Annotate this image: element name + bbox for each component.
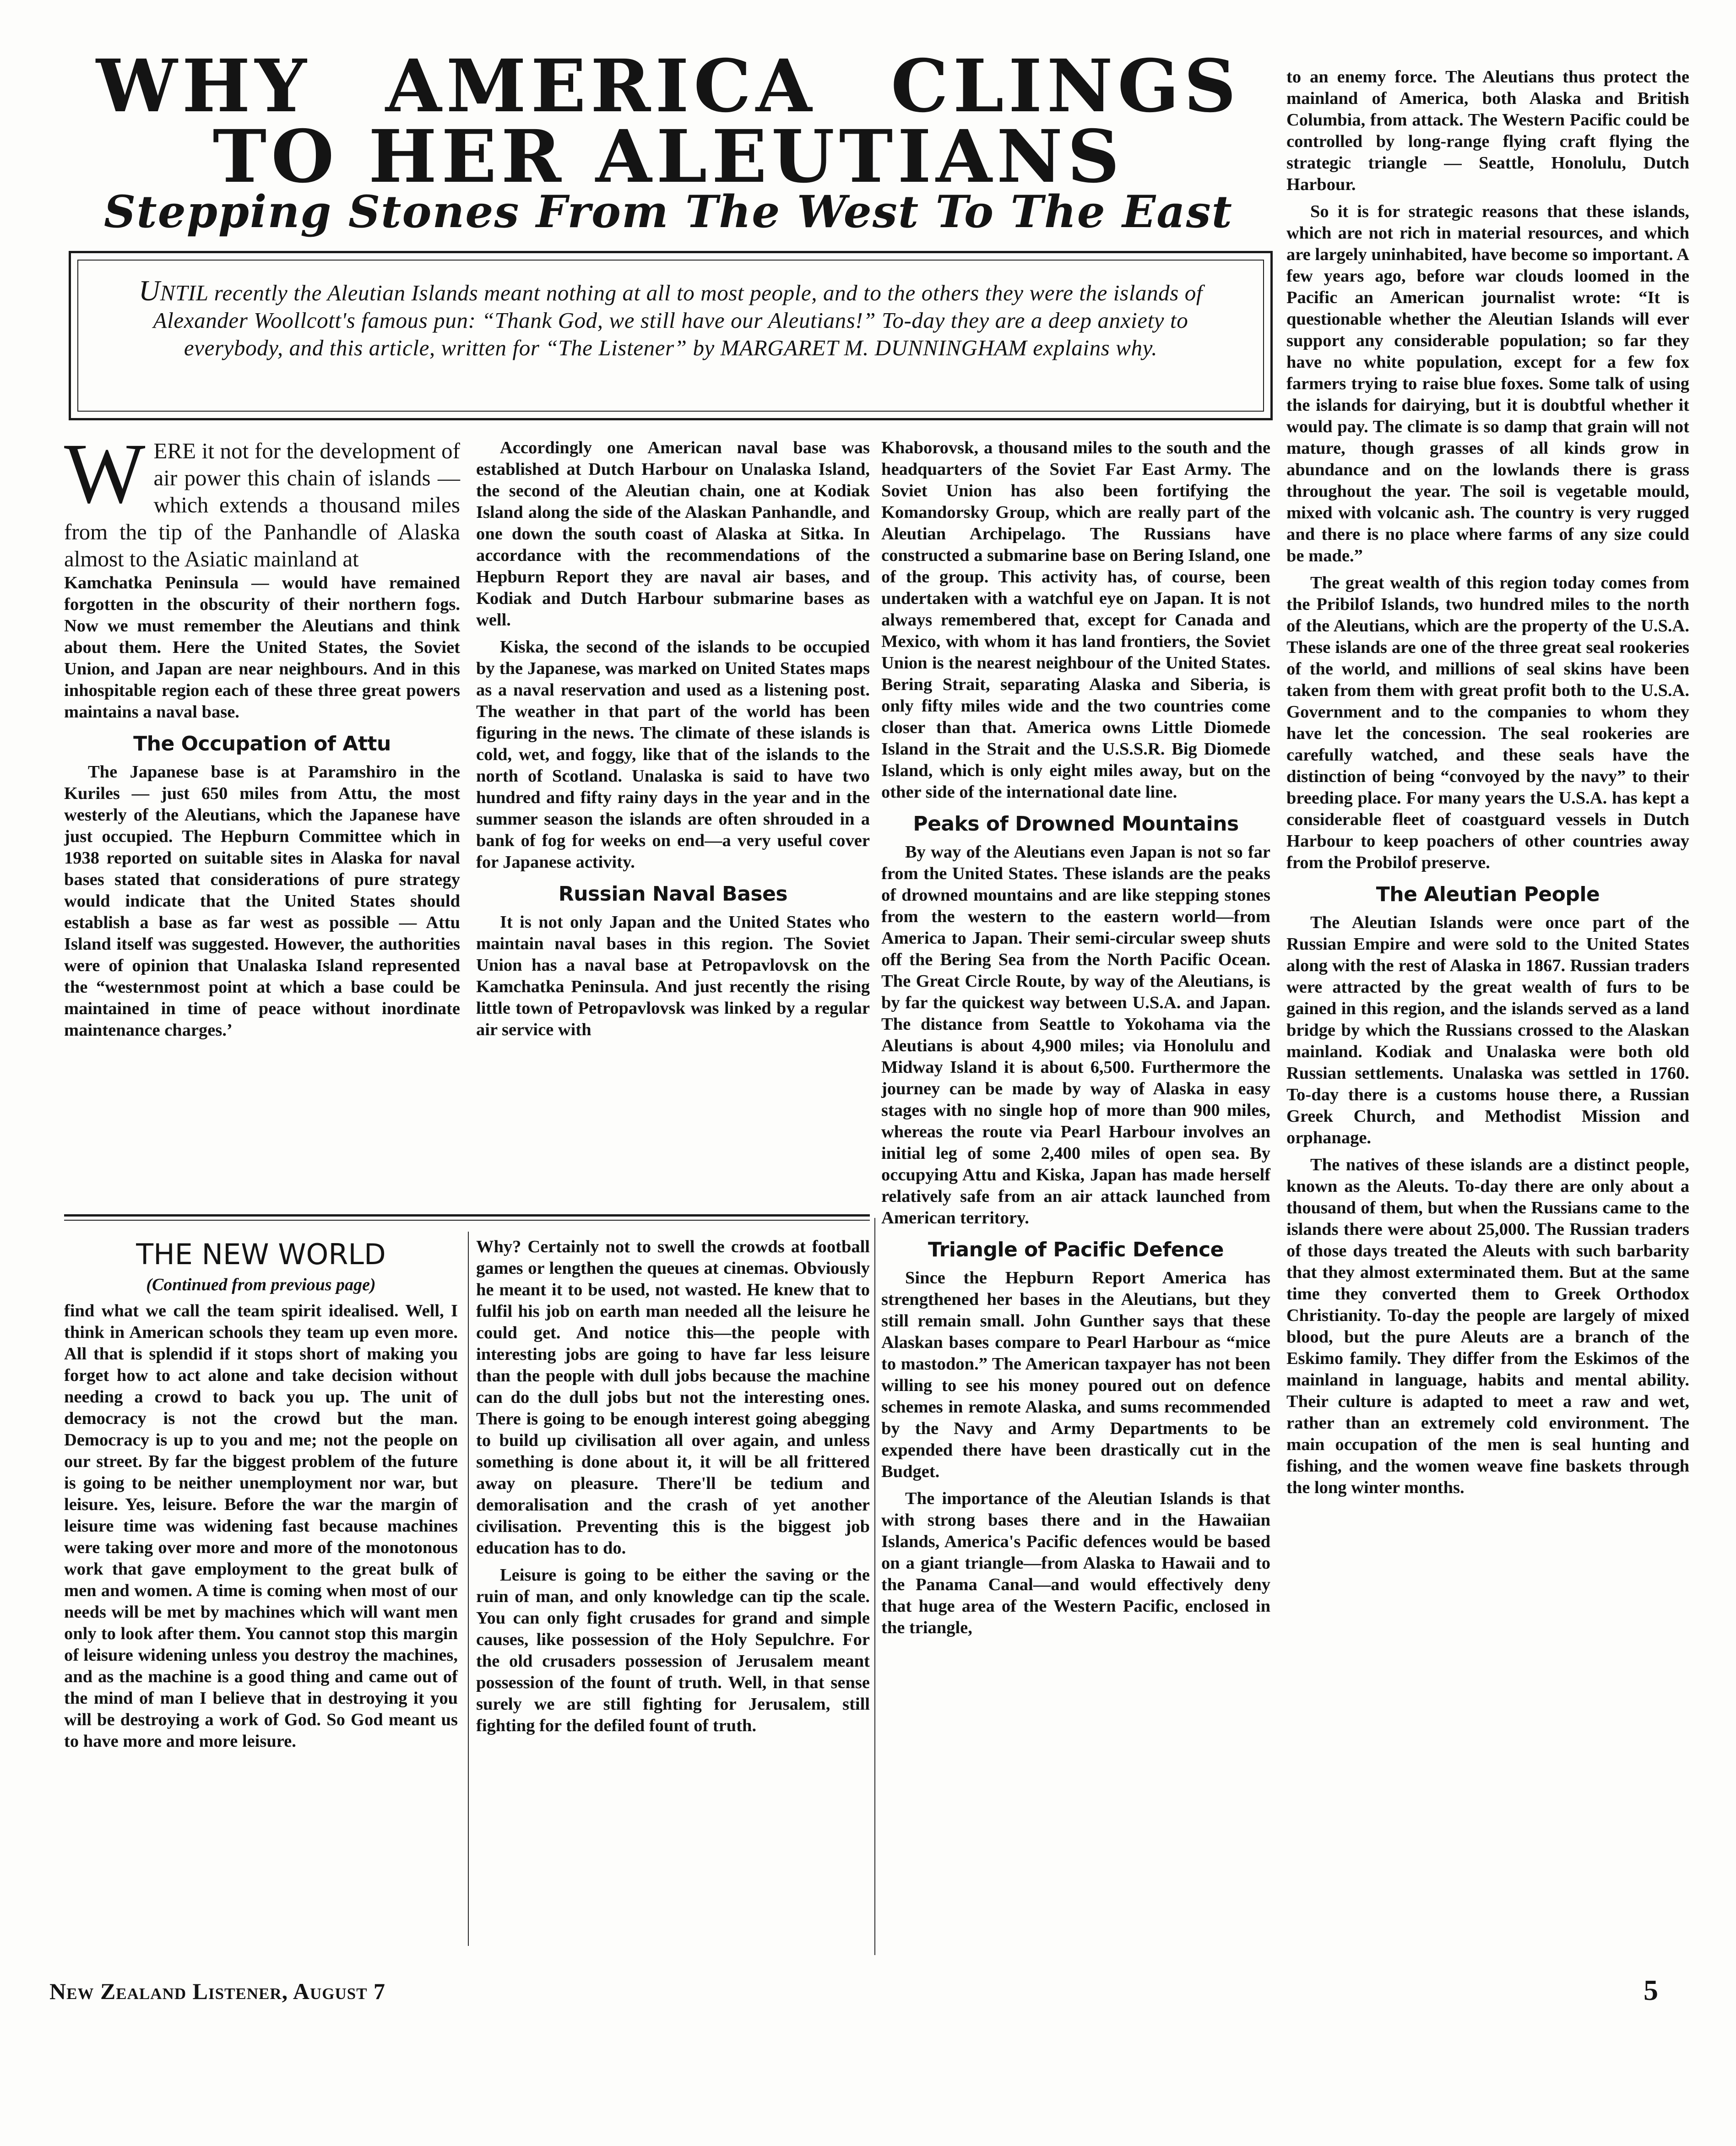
paragraph: The natives of these islands are a distinct people, known as the Aleuts. To-day there are only about a thousand of them, but when the Russians came to the islands there were about 25,000. The Russian traders of those days treated the Aleuts with such barbarity that they almost exterminated them. But at the same time they converted them to Greek Orthodox Christianity. To-day the people are largely of mixed blood, but the pure Aleuts are a branch of the Eskimo family. They differ from the Eskimos of the mainland in language, habits and mental ability. Their culture is adapted to meet a raw and wet, rather than an extremely cold environment. The main occupation of the men is seal hunting and fishing, and the women weave fine baskets through the long winter months. <box>1286 1155 1689 1497</box>
subhead-peaks: Peaks of Drowned Mountains <box>913 812 1239 836</box>
paragraph: By way of the Aleutians even Japan is not so far from the United States. These islands are the peaks of drowned mountains and are like stepping stones from the western to the eastern world—from America to Japan. Their semi-circular sweep shuts off the Bering Sea from the North Pacific Ocean. The Great Circle Route, by way of the Aleutians, is by far the quickest way between U.S.A. and Japan. The distance from Seattle to Yokohama via the Aleutians is about 4,900 miles; via Honolulu and Midway Island it is about 6,500. Furthermore the journey can be made by way of Alaska in easy stages with no single hop of more than 900 miles, whereas the route via Pearl Harbour involves an initial leg of some 2,400 miles of open sea. By occupying Attu and Kiska, Japan has made herself relatively safe from an air attack launched from American territory. <box>881 842 1270 1228</box>
page-number: 5 <box>1644 1974 1658 2006</box>
paragraph: The great wealth of this region today comes from the Pribilof Islands, two hundred miles to the north of the Aleutians, which are the property of the U.S.A. These islands are one of the three great seal rookeries of the world, and millions of seal skins have been taken from them with great profit both to the U.S.A. Government and to the companies to whom they have let the concession. The seal rookeries are carefully watched, and these seals have the distinction of being “convoyed by the navy” to their breeding place. For many years the U.S.A. has kept a considerable fleet of coastguard vessels in Dutch Harbour to keep poachers of other countries away from the Probilof preserve. <box>1286 573 1689 872</box>
headline-line-1 <box>64 44 1273 129</box>
new-world-column-1 <box>64 1236 458 1758</box>
paragraph: Accordingly one American naval base was established at Dutch Harbour on Unalaska Island, the second of the Aleutian chain, one at Kodiak Island along the side of the Alaskan Panhandle, and one down the south coast of Alaska at Sitka. In accordance with the recommendations of the Hepburn Report they are naval air bases, and Kodiak and Dutch Harbour submarine bases as well. <box>476 438 870 630</box>
article-column-4 <box>1286 66 1689 1504</box>
paragraph: Why? Certainly not to swell the crowds at football games or lengthen the queues at cinemas. Obviously he meant it to be used, not wasted. He knew that to fulfil his job on earth man needed all the leisure he could get. And notice this—the people with interesting jobs are going to have far less leisure than the people with dull jobs because the machine can do the dull jobs but not the interesting ones. There is going to be enough interest going abegging to build up civilisation all over again, and unless something is done about it, it will be all frittered away on pleasure. There'll be tedium and demoralisation and the crash of yet another civilisation. Preventing this is the biggest job education has to do. <box>476 1237 870 1558</box>
intro-body: NTIL recently the Aleutian Islands meant nothing at all to most people, and to the others they were the islands of Alexander Woollcott's famous pun: “Thank God, we still have our Aleutians!” To-day they are a deep anxiety to everybody, and this article, written for “The Listener” by MARGARET M. DUNNINGHAM explains why. <box>153 280 1203 360</box>
paragraph: It is not only Japan and the United States who maintain naval bases in this region. The Soviet Union has a naval base at Petropavlovsk on the Kamchatka Peninsula. And just recently the rising little town of Petropavlovsk was linked by a regular air service with <box>476 913 870 1039</box>
new-world-column-2 <box>476 1236 870 1742</box>
subtitle: Stepping Stones From The West To The East <box>104 186 1233 238</box>
publication-footer: New Zealand Listener, August 7 <box>49 1978 386 2004</box>
section-divider-rule <box>64 1214 870 1217</box>
lead-text: ERE it not for the development of air power this chain of islands — which extends a thousand miles from the tip of the Panhandle of Alaska almost to the Asiatic mainland at <box>64 438 460 571</box>
headline-word: AMERICA <box>385 44 817 129</box>
lead-paragraph <box>64 425 460 572</box>
section-divider-rule-thin <box>64 1220 870 1221</box>
continued-note: (Continued from previous page) <box>146 1275 376 1294</box>
subhead-triangle: Triangle of Pacific Defence <box>928 1238 1224 1261</box>
column-divider <box>874 1218 875 1955</box>
subhead-russian-bases: Russian Naval Bases <box>558 882 788 906</box>
new-world-title: THE NEW WORLD <box>136 1238 386 1271</box>
article-column-1 <box>64 425 460 1047</box>
paragraph: Leisure is going to be either the saving or the ruin of man, and only knowledge can tip the scale. You can only fight crusades for grand and simple causes, like possession of the Holy Sepulchre. For the old crusaders possession of Jerusalem meant possession of the fount of truth. Well, in that sense surely we are still fighting for Jerusalem, still fighting for the defiled fount of truth. <box>476 1565 870 1735</box>
paragraph: find what we call the team spirit idealised. Well, I think in American schools they team up even more. All that is splendid if it stops short of making you forget how to act alone and take decision without needing a crowd to back you up. The unit of democracy is not the crowd but the man. Democracy is up to you and me; not the people on our street. By far the biggest problem of the future is going to be neither unemployment nor war, but leisure. Yes, leisure. Before the war the margin of leisure time was widening fast because machines were taking over more and more of the monotonous work that gave employment to the great bulk of men and women. A time is coming when most of our needs will be met by machines which will want men only to look after them. You cannot stop this margin of leisure widening unless you destroy the machines, and as the machine is a good thing and came out of the mind of man I believe that in destroying it you will be destroying a work of God. So God meant us to have more and more leisure. <box>64 1301 458 1751</box>
intro-text <box>103 274 1238 362</box>
article-column-2 <box>476 437 870 1046</box>
headline <box>64 44 1273 199</box>
column-divider <box>468 1232 469 1946</box>
drop-cap: W <box>64 425 146 521</box>
paragraph: The Japanese base is at Paramshiro in the Kuriles — just 650 miles from Attu, the most westerly of the Aleutians, which the Japanese have just occupied. The Hepburn Committee which in 1938 reported on suitable sites in Alaska for naval bases stated that considerations of pure strategy would indicate that the United States should establish a base as far west as possible — Attu Island itself was suggested. However, the authorities were of opinion that Unalaska Island represented the “westernmost point at which a base could be maintained in time of peace without inordinate maintenance charges.’ <box>64 762 460 1040</box>
headline-line-2: TO HER ALEUTIANS <box>212 114 1124 199</box>
article-column-3 <box>881 437 1270 1644</box>
paragraph: Khaborovsk, a thousand miles to the south and the headquarters of the Soviet Far East Army. The Soviet Union has also been fortifying the Komandorsky Group, which are really part of the Aleutian Archipelago. The Russians have constructed a submarine base on Bering Island, one of the group. This activity has, of course, been undertaken with a watchful eye on Japan. It is not always remembered that, except for Canada and Mexico, with whom it has land frontiers, the Soviet Union is the nearest neighbour of the United States. Bering Strait, separating Alaska and Siberia, is only fifty miles wide and the two countries come closer than that. America owns Little Diomede Island in the Strait and the U.S.S.R. Big Diomede Island, which is only eight miles away, but on the other side of the international date line. <box>881 438 1270 802</box>
paragraph: Kiska, the second of the islands to be occupied by the Japanese, was marked on United States maps as a naval reservation and used as a listening post. The weather in that part of the world has been figuring in the news. The climate of these islands is cold, wet, and foggy, like that of the islands to the north of Scotland. Unalaska is said to have two hundred and fifty rainy days in the year and in the summer season the islands are often shrouded in a bank of fog for weeks on end—a very useful cover for Japanese activity. <box>476 637 870 872</box>
headline-word: CLINGS <box>890 44 1241 129</box>
headline-word: WHY <box>96 44 311 129</box>
paragraph: Kamchatka Peninsula — would have remained forgotten in the obscurity of their northern fogs. Now we must remember the Aleutians and think about them. Here the United States, the Soviet Union, and Japan are near neighbours. And in this inhospitable region each of these three great powers maintains a naval base. <box>64 573 460 722</box>
paragraph: The Aleutian Islands were once part of the Russian Empire and were sold to the United States along with the rest of Alaska in 1867. Russian traders were attracted by the great wealth of furs to be gained in this region, and the islands served as a land bridge by which the Russians crossed to the Alaskan mainland. Kodiak and Unalaska were both old Russian settlements. Unalaska was settled in 1760. To-day there is a customs house there, a Russian Greek Church, and Methodist Mission and orphanage. <box>1286 913 1689 1147</box>
paragraph: Since the Hepburn Report America has strengthened her bases in the Aleutians, but they still remain small. John Gunther says that these Alaskan bases compare to Pearl Harbour as “mice to mastodon.” The American taxpayer has not been willing to see his money poured out on defence schemes in remote Alaska, and sums recommended by the Navy and Army Departments to be expended there have been drastically cut in the Budget. <box>881 1268 1270 1481</box>
intro-initial: U <box>138 274 160 307</box>
subhead-attu: The Occupation of Attu <box>133 732 391 755</box>
intro-box <box>69 251 1273 420</box>
paragraph: So it is for strategic reasons that these islands, which are not rich in material resources, and which are largely uninhabited, have become so important. A few years ago, before war clouds loomed in the Pacific an American journalist wrote: “It is questionable whether the Aleutian Islands will ever support any considerable population; so far they have no white population, except for a few fox farmers trying to raise blue foxes. Some talk of using the islands for dairying, but it is doubtful whether it would pay. The climate is so damp that grain will not mature, though grasses of all kinds grow in abundance and on the lowlands there is grass throughout the year. The soil is vegetable mould, mixed with volcanic ash. The country is very rugged and there is no place where farms of any size could be made.” <box>1286 202 1689 565</box>
subhead-aleutian-people: The Aleutian People <box>1376 883 1600 906</box>
paragraph: The importance of the Aleutian Islands is that with strong bases there and in the Hawaiian Islands, America's Pacific defences would be based on a giant triangle—from Alaska to Hawaii and to the Panama Canal—and would effectively deny that huge area of the Western Pacific, enclosed in the triangle, <box>881 1489 1270 1637</box>
paragraph: to an enemy force. The Aleutians thus protect the mainland of America, both Alaska and British Columbia, from attack. The Western Pacific could be controlled by long-range flying craft flying the strategic triangle — Seattle, Honolulu, Dutch Harbour. <box>1286 67 1689 194</box>
